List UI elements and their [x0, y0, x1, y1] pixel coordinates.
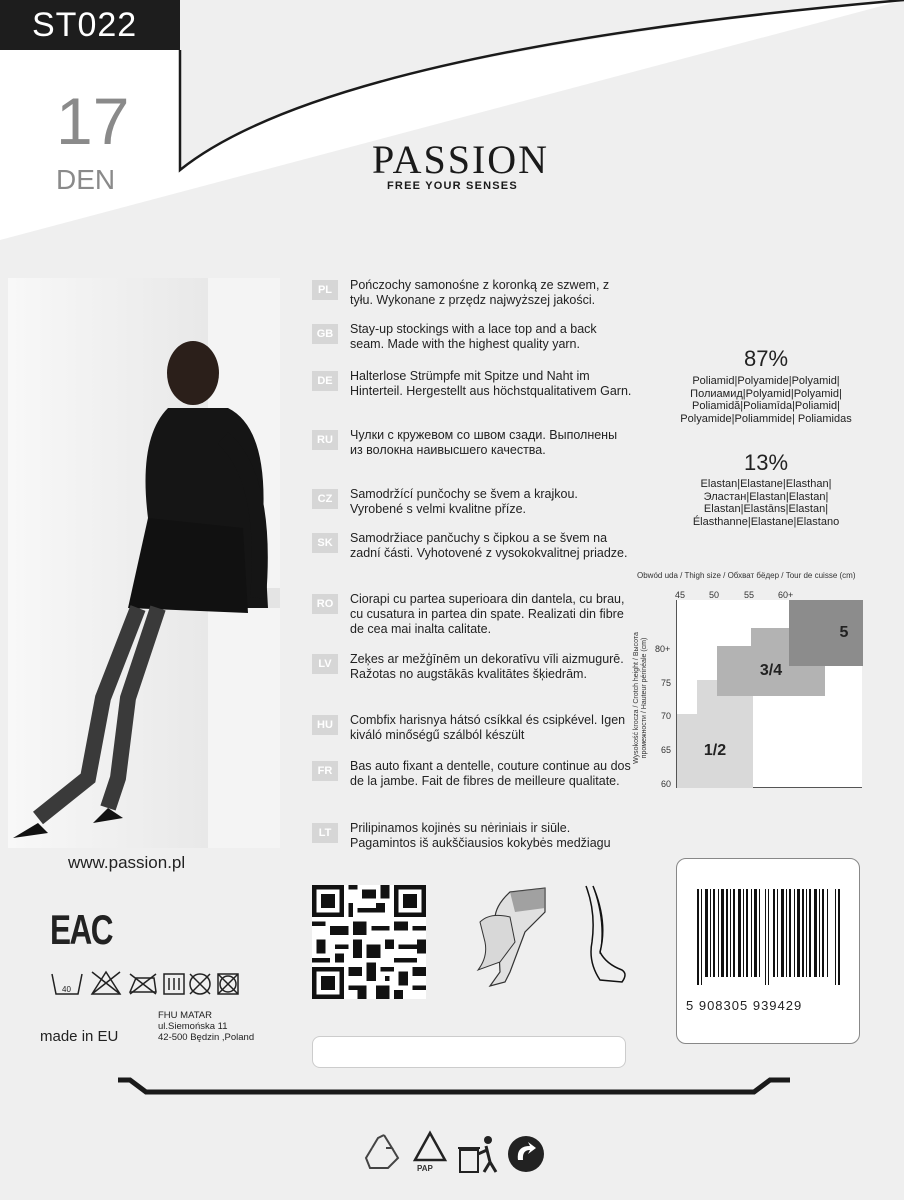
blank-label-box — [312, 1036, 626, 1068]
made-in-label: made in EU — [40, 1028, 119, 1045]
brand-tagline: FREE YOUR SENSES — [387, 180, 518, 192]
composition-percent-1: 87% — [743, 346, 789, 371]
desc-row-de — [312, 369, 632, 399]
website-url[interactable]: www.passion.pl — [68, 853, 186, 872]
desc-row-pl — [312, 278, 632, 308]
composition-percent-2: 13% — [743, 450, 789, 475]
pap-triangle-icon — [412, 1130, 448, 1164]
lang-tag: CZ — [312, 489, 338, 509]
x-tick: 50 — [709, 590, 720, 600]
desc-row-fr — [312, 759, 632, 789]
y-tick: 65 — [661, 745, 672, 755]
desc-row-ru — [312, 428, 632, 458]
barcode-panel — [676, 858, 860, 1044]
barcode — [697, 889, 841, 985]
brand-logo: PASSION — [372, 137, 550, 182]
pap-label: PAP — [417, 1164, 433, 1173]
desc-text: Prilipinamos kojinės su nėriniais ir siūle. Pagamintos iš aukščiausios kokybės medžiagu — [350, 821, 611, 850]
desc-text: Pończochy samonośne z koronką ze szwem, z tyłu. Wykonane z przędz najwyższej jakości. — [350, 278, 610, 307]
product-code: ST022 — [0, 0, 180, 50]
lang-tag: DE — [312, 371, 338, 391]
size-label: 5 — [839, 624, 849, 641]
desc-row-sk — [312, 531, 632, 561]
lang-tag: GB — [312, 324, 338, 344]
desc-row-hu — [312, 713, 632, 743]
stocking-illustration-icon — [470, 882, 560, 992]
tidyman-icon — [456, 1132, 500, 1176]
barcode-number: 5 908305 939429 — [686, 998, 803, 1013]
size-chart — [676, 600, 862, 788]
composition-material-2: Elastan|Elastane|Elasthan| Эластан|Elastan|Elastan| Elastan|Elastāns|Elastan| Élasthanne|Elastane|Elastano — [692, 478, 840, 528]
eac-mark: EAC — [50, 906, 113, 953]
size-chart-header: Obwód uda / Thigh size / Обхват бёдер / Tour de cuisse (cm) — [637, 571, 856, 580]
desc-row-cz — [312, 487, 632, 517]
desc-text: Bas auto fixant a dentelle, couture continue au dos de la jambe. Fait de fibres de meilleure qualitate. — [350, 759, 631, 788]
size-chart-y-label: Wysokość krocza / Crotch height / Высота промежности / Hauteur périnéale (cm) — [633, 632, 648, 764]
size-label: 1/2 — [703, 742, 727, 759]
lang-tag: FR — [312, 761, 338, 781]
den-number: 17 — [56, 84, 130, 158]
lang-tag: LT — [312, 823, 338, 843]
x-tick: 45 — [675, 590, 686, 600]
no-iron-icon — [130, 978, 156, 992]
lang-tag: LV — [312, 654, 338, 674]
desc-text: Чулки с кружевом со швом сзади. Выполнены из волокна наивысшего качества. — [350, 428, 618, 457]
den-label: DEN — [56, 164, 116, 195]
size-block-5-label — [825, 600, 863, 666]
green-dot-icon — [506, 1134, 546, 1174]
x-tick: 60+ — [778, 590, 794, 600]
manufacturer-street: ul.Siemońska 11 — [158, 1021, 228, 1032]
desc-text: Ciorapi cu partea superioara din dantela, cu brau, cu cusatura in partea din spate. Realizati din fibre de cea mai inalta calitate. — [350, 592, 625, 636]
lang-tag: HU — [312, 715, 338, 735]
size-label: 3/4 — [759, 662, 783, 679]
lang-tag: SK — [312, 533, 338, 553]
manufacturer-city: 42-500 Będzin ,Poland — [158, 1032, 255, 1043]
manufacturer-name: FHU MATAR — [158, 1010, 213, 1021]
desc-row-lt — [312, 821, 632, 851]
desc-text: Combfix harisnya hátsó csíkkal és csipkével. Igen kiváló minőségű szálból készült — [350, 713, 626, 742]
lang-tag: PL — [312, 280, 338, 300]
desc-row-lv — [312, 652, 632, 682]
y-tick: 75 — [661, 678, 672, 688]
qr-code[interactable] — [312, 885, 426, 999]
seamed-leg-icon — [578, 882, 638, 992]
model-silhouette — [8, 278, 280, 848]
desc-text: Stay-up stockings with a lace top and a back seam. Made with the highest quality yarn. — [350, 322, 597, 351]
model-photo — [8, 278, 280, 848]
bottom-hanger-line — [110, 1070, 800, 1100]
desc-row-ro — [312, 592, 632, 637]
y-tick: 80+ — [655, 644, 671, 654]
y-tick: 60 — [661, 779, 672, 789]
desc-text: Samodržící punčochy se švem a krajkou. Vyrobené s velmi kvalitne příze. — [350, 487, 578, 516]
care-symbols — [48, 966, 248, 998]
recycle-icon — [362, 1130, 406, 1174]
lang-tag: RU — [312, 430, 338, 450]
composition-material-1: Poliamid|Polyamide|Polyamid| Полиамид|Polyamid|Polyamid| Poliamidă|Poliamīda|Poliamid| Polyamide|Poliammide| Poliamidas — [680, 375, 852, 425]
desc-text: Samodržiace pančuchy s čipkou a se švem na zadní části. Vyhotovené z vysokokvalitnej priadze. — [350, 531, 628, 560]
desc-row-gb — [312, 322, 632, 352]
x-tick: 55 — [744, 590, 755, 600]
size-block-1-2 — [677, 714, 753, 788]
desc-text: Halterlose Strümpfe mit Spitze und Naht im Hinterteil. Hergestellt aus höchstqualitativem Garn. — [350, 369, 632, 398]
desc-text: Zeķes ar mežģīnēm un dekoratīvu vīli aizmugurē. Ražotas no augstākās kvalitātes šķiedrām. — [350, 652, 624, 681]
svg-text:40: 40 — [62, 985, 71, 994]
y-tick: 70 — [661, 711, 672, 721]
lang-tag: RO — [312, 594, 338, 614]
